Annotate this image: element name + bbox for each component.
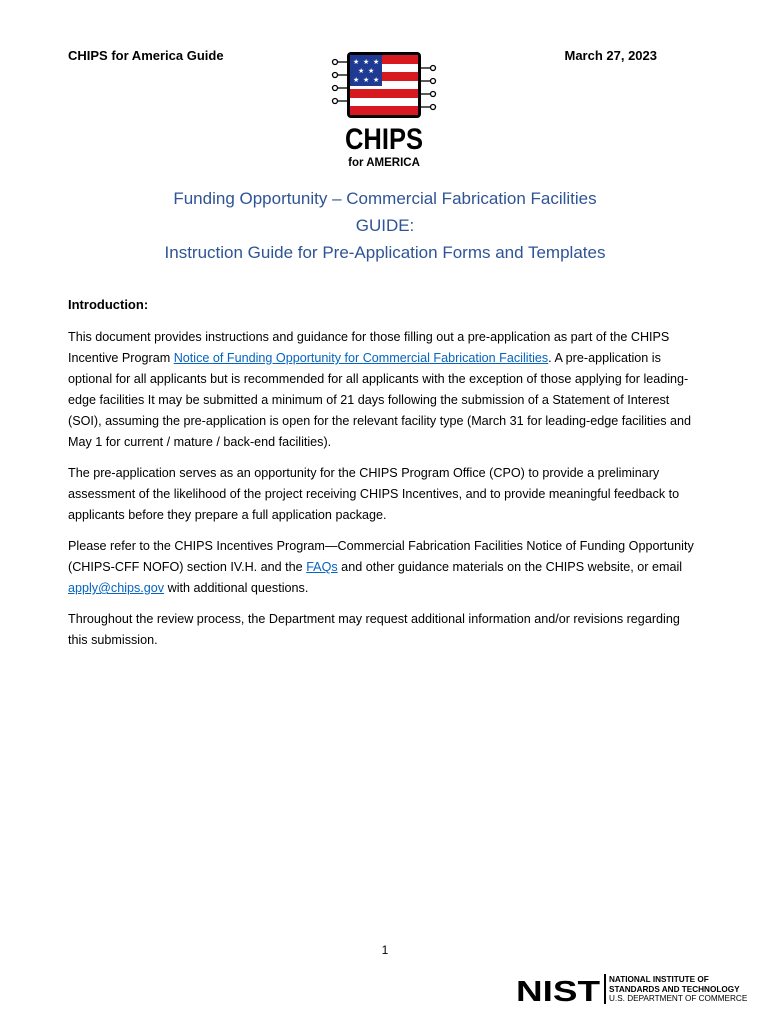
- intro-paragraph-4: Throughout the review process, the Department may request additional information and/or revisions regarding this submission.: [68, 612, 680, 647]
- document-title: [0, 185, 770, 266]
- svg-text:★: ★: [373, 58, 380, 66]
- introduction-heading: Introduction:: [68, 297, 149, 312]
- svg-text:★: ★: [368, 67, 375, 75]
- title-line-2: GUIDE:: [355, 216, 415, 235]
- p1-text-after-link: . A pre-application is optional for all applicants but is recommended for all applicants with the exception of those applying for leading-edge facilities It may be submitted a minimum of 21 days following the submission of a Statement of Interest (SOI), assuming the pre-application is open for the relevant facility type (March 31 for leading-edge facilities and May 1 for current / mature / back-end facilities).: [68, 351, 692, 449]
- nofo-link[interactable]: Notice of Funding Opportunity for Commercial Fabrication Facilities: [173, 351, 549, 365]
- chips-for-america-logo: [330, 48, 438, 172]
- document-date: March 27, 2023: [564, 48, 657, 63]
- nist-divider: [604, 974, 606, 1004]
- p3-text-part-2: and other guidance materials on the CHIPS website, or email: [337, 560, 683, 574]
- svg-text:★: ★: [358, 67, 365, 75]
- intro-paragraph-1: [68, 327, 700, 453]
- nist-logo: [516, 972, 616, 1006]
- p3-text-part-3: with additional questions.: [164, 581, 309, 595]
- svg-text:★: ★: [363, 58, 370, 66]
- nist-agency-text: [609, 975, 747, 1004]
- document-body: [68, 294, 700, 661]
- title-line-1: Funding Opportunity – Commercial Fabrication Facilities: [173, 189, 597, 208]
- intro-paragraph-3: [68, 536, 700, 599]
- svg-text:★: ★: [353, 76, 360, 84]
- chip-pins-left-icon: [333, 60, 349, 104]
- nist-line-3: U.S. DEPARTMENT OF COMMERCE: [609, 994, 748, 1003]
- nist-line-1: NATIONAL INSTITUTE OF: [609, 975, 709, 984]
- chips-wordmark: CHIPS: [345, 123, 423, 156]
- svg-text:★: ★: [363, 76, 370, 84]
- intro-paragraph-2: The pre-application serves as an opportunity for the CHIPS Program Office (CPO) to provide a preliminary assessment of the likelihood of the project receiving CHIPS Incentives, and to provide meaningful feedback to applicants before they prepare a full application package.: [68, 466, 680, 522]
- flag-chip-icon: [347, 52, 421, 118]
- p3-text-part-1: Please refer to the CHIPS Incentives Program—Commercial Fabrication Facilities Notice of Funding Opportunity (CHIPS-CFF NOFO) section IV.H. and the: [68, 539, 694, 574]
- page-number: 1: [381, 943, 389, 957]
- svg-text:★: ★: [353, 58, 360, 66]
- svg-text:★: ★: [373, 76, 380, 84]
- for-america-subtext: for AMERICA: [348, 157, 420, 169]
- chip-pins-right-icon: [420, 66, 436, 110]
- document-header-title: CHIPS for America Guide: [68, 48, 224, 63]
- faqs-link[interactable]: FAQs: [306, 560, 338, 574]
- nist-line-2: STANDARDS AND TECHNOLOGY: [609, 984, 740, 994]
- title-line-3: Instruction Guide for Pre-Application Forms and Templates: [164, 243, 606, 262]
- email-link[interactable]: apply@chips.gov: [68, 581, 165, 595]
- nist-wordmark: NIST: [516, 976, 601, 1006]
- p1-text-before-link: This document provides instructions and guidance for those filling out a pre-application as part of the CHIPS Incentive Program: [68, 330, 670, 365]
